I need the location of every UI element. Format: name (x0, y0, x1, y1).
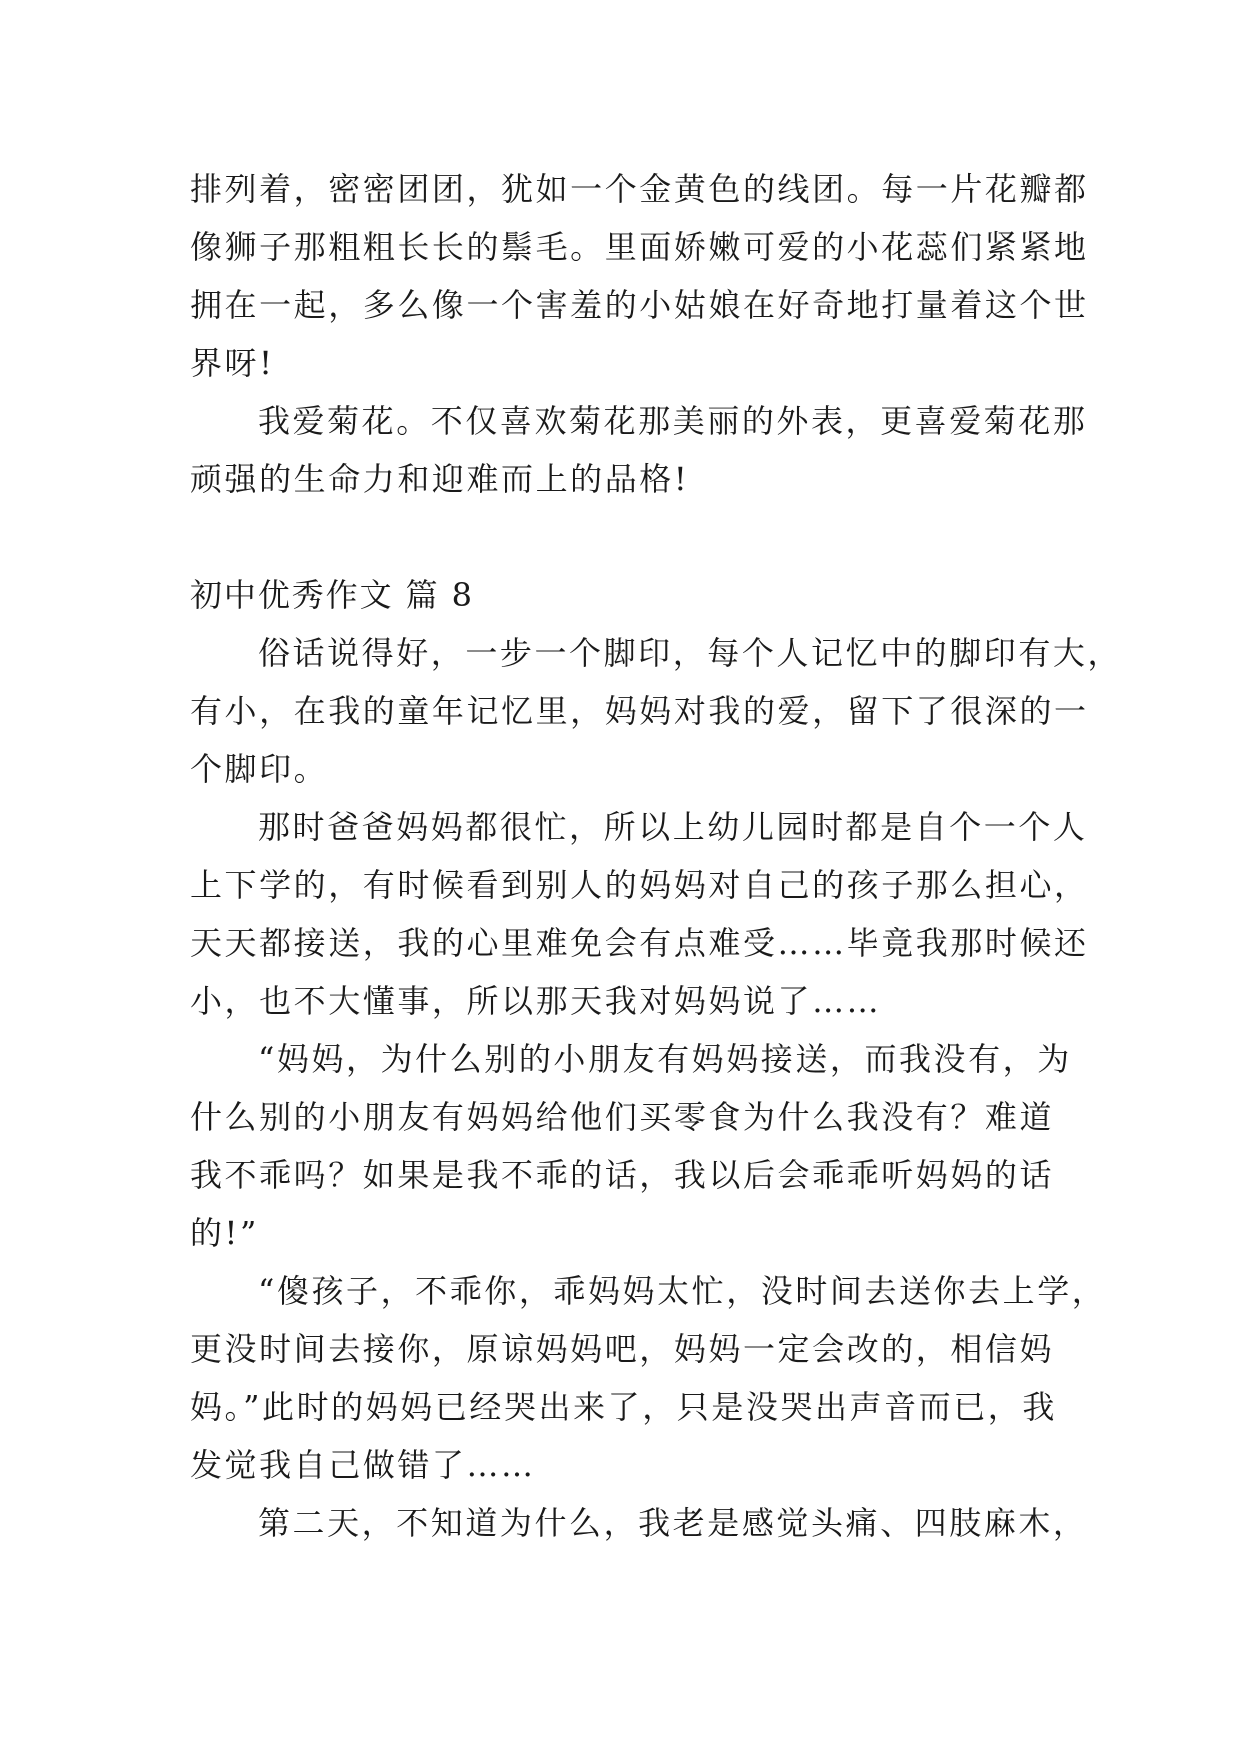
paragraph-next-day (190, 1494, 1088, 1552)
paragraph-busy-parents (190, 798, 1089, 1030)
paragraph-chrysanthemum-description (190, 160, 1089, 392)
text-line: 妈。”此时的妈妈已经哭出来了，只是没哭出声音而已，我 (190, 1388, 1057, 1426)
text-line: 排列着，密密团团，犹如一个金黄色的线团。每一片花瓣都 (190, 170, 1089, 208)
text-line: 上下学的，有时候看到别人的妈妈对自己的孩子那么担心， (190, 866, 1089, 904)
section-gap (190, 508, 1052, 566)
text-line: 第二天，不知道为什么，我老是感觉头痛、四肢麻木， (258, 1504, 1088, 1542)
paragraph-mother-reply (190, 1262, 1107, 1494)
text-line: 我爱菊花。不仅喜欢菊花那美丽的外表，更喜爱菊花那 (258, 402, 1088, 440)
text-line: 的!” (190, 1214, 259, 1252)
text-line: 什么别的小朋友有妈妈给他们买零食为什么我没有？难道 (190, 1098, 1055, 1136)
text-line: 小，也不大懂事，所以那天我对妈妈说了…… (190, 982, 882, 1020)
text-line: 我不乖吗？如果是我不乖的话，我以后会乖乖听妈妈的话 (190, 1156, 1055, 1194)
text-line: 像狮子那粗粗长长的鬃毛。里面娇嫩可爱的小花蕊们紧紧地 (190, 228, 1089, 266)
text-line: 有小，在我的童年记忆里，妈妈对我的爱，留下了很深的一 (190, 692, 1089, 730)
essay-heading: 初中优秀作文 篇 8 (190, 576, 474, 614)
text-line: 发觉我自己做错了…… (190, 1446, 536, 1484)
text-line: 界呀! (190, 344, 275, 382)
text-line: 那时爸爸妈妈都很忙，所以上幼儿园时都是自个一个人 (258, 808, 1088, 846)
paragraph-love-chrysanthemum (190, 392, 1088, 508)
text-line: 更没时间去接你，原谅妈妈吧，妈妈一定会改的，相信妈 (190, 1330, 1055, 1368)
text-line: 俗话说得好，一步一个脚印，每个人记忆中的脚印有大， (258, 634, 1123, 672)
text-line: 天天都接送，我的心里难免会有点难受……毕竟我那时候还 (190, 924, 1089, 962)
text-line: “傻孩子，不乖你，乖妈妈太忙，没时间去送你去上学， (258, 1272, 1107, 1310)
document-page (190, 160, 1123, 1552)
text-line: 个脚印。 (190, 750, 329, 788)
paragraph-footprint-intro (190, 624, 1123, 798)
text-line: “妈妈，为什么别的小朋友有妈妈接送，而我没有，为 (258, 1040, 1072, 1078)
text-line: 拥在一起，多么像一个害羞的小姑娘在好奇地打量着这个世 (190, 286, 1089, 324)
paragraph-child-question (190, 1030, 1072, 1262)
text-line: 顽强的生命力和迎难而上的品格! (190, 460, 690, 498)
